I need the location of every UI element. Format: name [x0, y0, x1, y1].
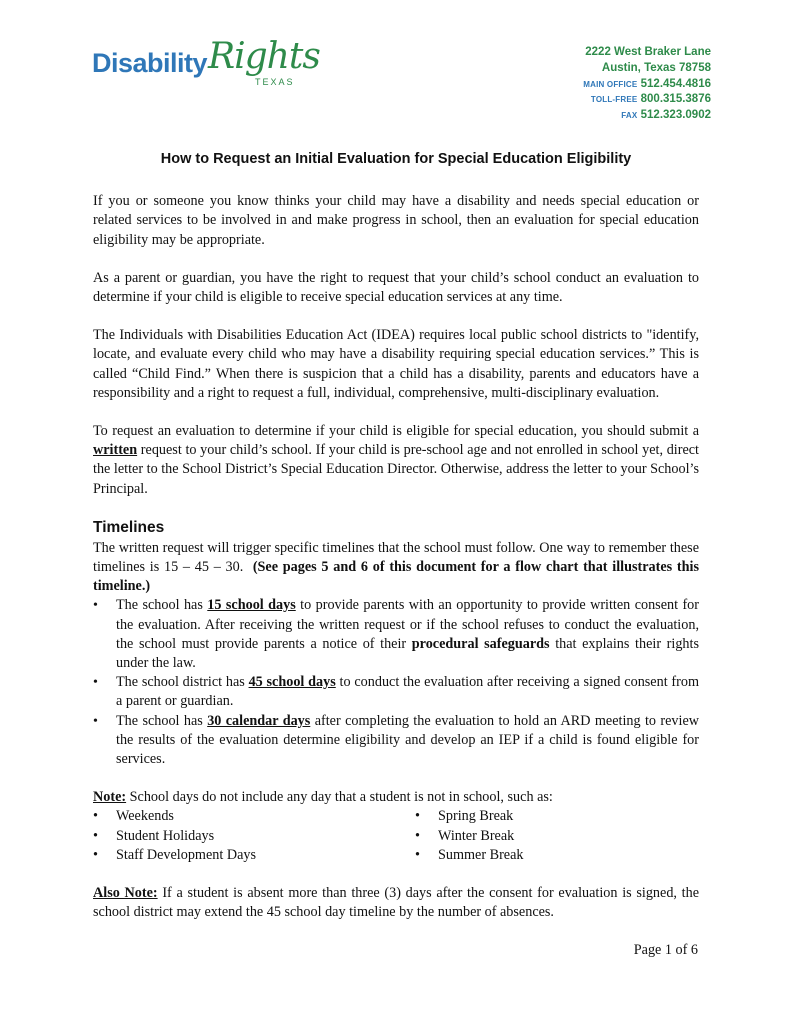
b1-mid: to provide parents with an opportunity to provide written consent for the evaluation. After receiving the written request or if the school refuses to conduct the evaluation, the school must provide parents a notice of their: [116, 597, 699, 652]
b1-pre: The school has: [116, 597, 208, 614]
b1-days: 15 school days: [207, 597, 296, 614]
city-address: Austin, Texas 78758: [601, 61, 711, 74]
intro-paragraph-1: If you or someone you know thinks your child may have a disability and needs special education or related services to be involved in and make progress in school, then an evaluation for special education eligibility may be appropriate.: [93, 193, 699, 248]
disability-rights-logo: [92, 36, 320, 90]
also-note-label: Also Note:: [93, 885, 158, 902]
fax-number: 512.323.0902: [640, 109, 711, 122]
b2-days: 45 school days: [248, 674, 336, 691]
fax-label: FAX: [621, 111, 638, 121]
list-item: • Summer Break: [415, 846, 695, 865]
document-body: [93, 150, 699, 942]
main-office-phone: 512.454.4816: [640, 77, 711, 90]
note-label: Note:: [93, 789, 127, 806]
logo-texas-text: TEXAS: [255, 77, 295, 87]
list-item: • Winter Break: [415, 827, 695, 846]
b3-post: after completing the evaluation to hold an ARD meeting to review the results of the evaluation determine eligibility and develop an IEP if a child is found eligible for services.: [116, 712, 699, 768]
main-office-label: MAIN OFFICE: [583, 79, 638, 89]
timelines-intro-text: The written request will trigger specific timelines that the school must follow. One way to remember these timelines is 15 – 45 – 30.: [93, 539, 699, 576]
list-item: • Staff Development Days: [93, 846, 415, 865]
b2-post: to conduct the evaluation after receiving a signed consent from a parent or guardian.: [116, 674, 699, 710]
request-paragraph: [93, 422, 699, 499]
days-off-right: [415, 807, 695, 865]
list-item: [93, 673, 699, 711]
also-note-paragraph: [93, 884, 699, 922]
street-address: 2222 West Braker Lane: [585, 46, 711, 58]
also-note-text: If a student is absent more than three (3) days after the consent for evaluation is signed, the school district may extend the 45 school day timeline by the number of absences.: [93, 885, 700, 921]
list-item: • Student Holidays: [93, 827, 415, 846]
timelines-intro: [93, 539, 699, 597]
days-off-left: [93, 807, 415, 865]
b3-pre: The school has: [116, 712, 208, 729]
timelines-list: [93, 596, 699, 769]
list-item: [93, 712, 699, 770]
idea-paragraph: The Individuals with Disabilities Education Act (IDEA) requires local public school districts to "identify, locate, and evaluate every child who may have a disability requiring special education services.” This is called “Child Find.” When there is suspicion that a child has a disability, parents and educators have a responsibility and a right to request a full, individual, comprehensive, multi-disciplinary evaluation.: [93, 327, 699, 401]
list-item: • Weekends: [93, 807, 415, 826]
main-office-line: [491, 77, 711, 93]
logo-disability-text: Disability: [92, 48, 208, 78]
written-emphasis: written: [93, 442, 138, 459]
toll-free-line: [491, 92, 711, 108]
note-text: School days do not include any day that a student is not in school, such as:: [126, 789, 553, 806]
toll-free-label: TOLL-FREE: [590, 95, 638, 105]
timelines-flowchart-note: (See pages 5 and 6 of this document for a flow chart that illustrates this timeline.): [93, 559, 699, 595]
days-off-lists: [93, 807, 699, 865]
toll-free-phone: 800.315.3876: [640, 93, 711, 106]
b3-days: 30 calendar days: [207, 712, 311, 729]
b1-safeguards: procedural safeguards: [411, 635, 550, 652]
timelines-heading: Timelines: [93, 518, 165, 536]
note-paragraph: [93, 788, 699, 807]
fax-line: [491, 108, 711, 124]
b2-pre: The school district has: [116, 674, 249, 691]
intro-paragraph-2: As a parent or guardian, you have the right to request that your child’s school conduct an evaluation to determine if your child is eligible to receive special education services at any time.: [93, 269, 699, 306]
list-item: [93, 596, 699, 673]
logo-rights-text: Rights: [208, 36, 320, 77]
request-text-post: request to your child’s school. If your child is pre-school age and not enrolled in school yet, direct the letter to the School District’s Special Education Director. Otherwise, address the letter to your School’s Principal.: [93, 442, 699, 497]
contact-block: [491, 45, 711, 124]
page-number: Page 1 of 6: [633, 942, 698, 958]
page-title: How to Request an Initial Evaluation for Special Education Eligibility: [160, 151, 632, 167]
list-item: • Spring Break: [415, 807, 695, 826]
b1-post: that explains their rights under the law.: [116, 635, 699, 672]
request-text-pre: To request an evaluation to determine if your child is eligible for special education, you should submit a: [93, 423, 699, 440]
